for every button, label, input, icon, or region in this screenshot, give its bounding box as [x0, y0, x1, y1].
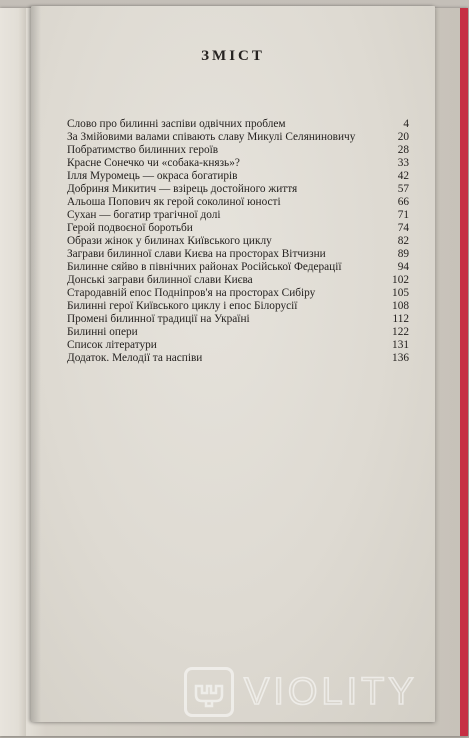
toc-entry-page-number: 20 — [397, 131, 409, 143]
toc-entry-title: Донські заграви билинної слави Києва — [67, 274, 253, 286]
toc-entry-title: Образи жінок у билинах Київського циклу — [67, 235, 272, 247]
toc-entry-title: Слово про билинні заспіви одвічних проблем — [67, 118, 286, 130]
toc-entry — [67, 170, 409, 183]
toc-entry — [67, 339, 409, 352]
toc-entry — [67, 131, 409, 144]
toc-entry-page-number: 42 — [397, 170, 409, 182]
toc-entry — [67, 118, 409, 131]
toc-entry-title: Побратимство билинних героїв — [67, 144, 219, 156]
watermark-text: VIOLITY — [244, 671, 418, 713]
toc-entry-title: Стародавній епос Подніпров'я на просторах Сибіру — [67, 287, 316, 299]
toc-entry — [67, 248, 409, 261]
toc-entry — [67, 352, 409, 365]
violity-logo-icon — [184, 667, 234, 717]
toc-entry-title: Додаток. Мелодії та наспіви — [67, 352, 203, 364]
toc-entry-page-number: 89 — [397, 248, 409, 260]
toc-entry — [67, 313, 409, 326]
toc-entry-page-number: 74 — [397, 222, 409, 234]
toc-entry — [67, 209, 409, 222]
toc-entry-page-number: 112 — [392, 313, 409, 325]
toc-entry-title: Промені билинної традиції на Україні — [67, 313, 250, 325]
toc-entry-title: Билинне сяйво в північних районах Російської Федерації — [67, 261, 342, 273]
toc-entry-title: Сухан — богатир трагічної долі — [67, 209, 221, 221]
toc-entry-title: Список літератури — [67, 339, 157, 351]
toc-entry — [67, 196, 409, 209]
toc-entry-page-number: 28 — [397, 144, 409, 156]
watermark — [184, 667, 454, 721]
page-title: ЗМІСТ — [201, 48, 265, 64]
toc-entry-page-number: 102 — [392, 274, 409, 286]
toc-entry — [67, 326, 409, 339]
toc-entry — [67, 300, 409, 313]
cover-spine-strip — [0, 8, 26, 736]
toc-entry-title: Красне Сонечко чи «собака-князь»? — [67, 157, 240, 169]
toc-entry-page-number: 94 — [397, 261, 409, 273]
toc-entry-page-number: 33 — [397, 157, 409, 169]
toc-entry-title: Билинні герої Київського циклу і епос Білорусії — [67, 300, 298, 312]
toc-entry — [67, 235, 409, 248]
toc-entry-page-number: 122 — [392, 326, 409, 338]
toc-entry — [67, 261, 409, 274]
toc-entry-title: Герой подвоєної боротьби — [67, 222, 193, 234]
toc-entry-page-number: 71 — [397, 209, 409, 221]
toc-entry — [67, 144, 409, 157]
toc-entry-page-number: 105 — [392, 287, 409, 299]
toc-entry-title: Билинні опери — [67, 326, 138, 338]
toc-entry-page-number: 4 — [403, 118, 409, 130]
toc-entry-page-number: 136 — [392, 352, 409, 364]
toc-entry-page-number: 66 — [397, 196, 409, 208]
contents-page — [31, 6, 435, 722]
toc-entry — [67, 287, 409, 300]
toc-entry — [67, 222, 409, 235]
toc-entry-page-number: 57 — [397, 183, 409, 195]
page-edge-shadow — [31, 6, 41, 722]
toc-entry-page-number: 82 — [397, 235, 409, 247]
table-of-contents — [67, 118, 409, 365]
toc-entry-title: За Змійовими валами співають славу Микулі Селяниновичу — [67, 131, 356, 143]
toc-entry — [67, 274, 409, 287]
toc-entry-title: Добриня Микитич — взірець достойного життя — [67, 183, 298, 195]
toc-entry — [67, 157, 409, 170]
toc-entry-title: Заграви билинної слави Києва на просторах Вітчизни — [67, 248, 326, 260]
toc-entry-page-number: 131 — [392, 339, 409, 351]
toc-entry-title: Ілля Муромець — окраса богатирів — [67, 170, 238, 182]
toc-entry — [67, 183, 409, 196]
toc-entry-page-number: 108 — [392, 300, 409, 312]
toc-entry-title: Альоша Попович як герой соколиної юності — [67, 196, 281, 208]
